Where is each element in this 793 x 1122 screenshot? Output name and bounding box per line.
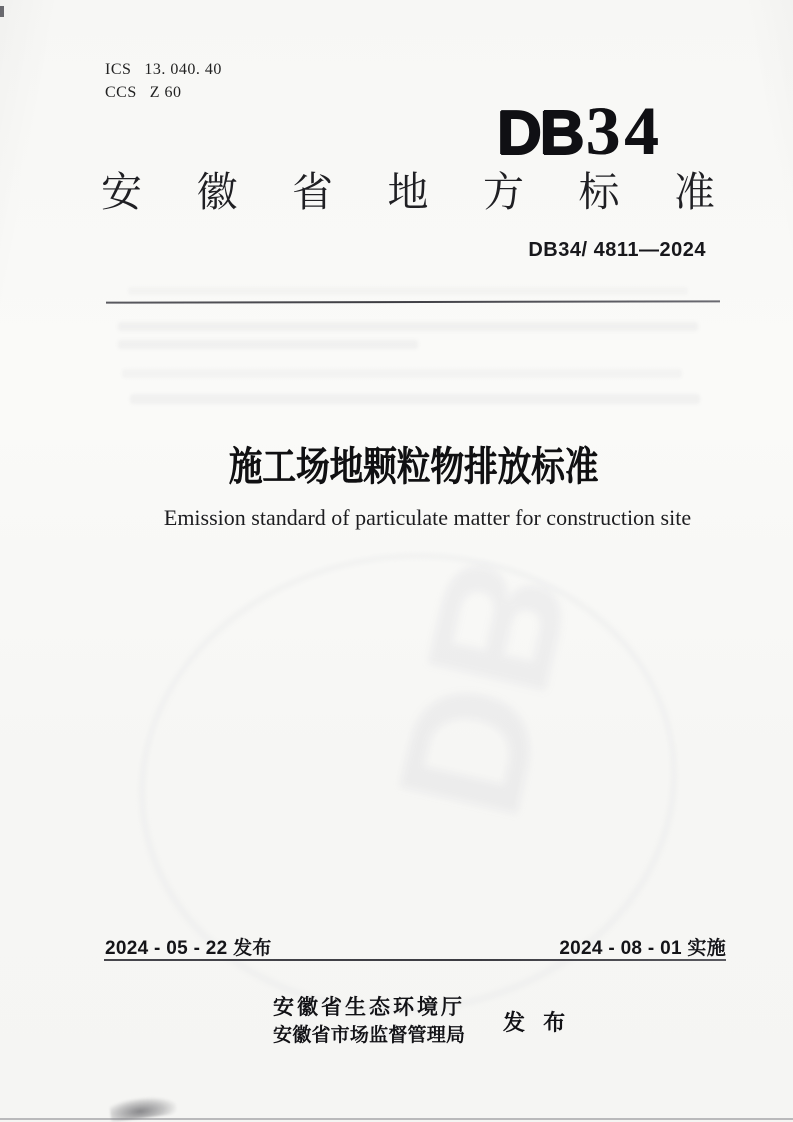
bleed-through-watermark: DB xyxy=(360,543,607,834)
db34-logo-number: 34 xyxy=(585,93,663,169)
publish-label: 发 布 xyxy=(503,1010,572,1035)
issue-date: 2024 - 05 - 22 发布 xyxy=(105,938,272,959)
bleed-through-artifact xyxy=(128,287,688,295)
bleed-through-artifact xyxy=(122,369,682,378)
bleed-through-artifact xyxy=(130,394,700,404)
document-title-en: Emission standard of particulate matter for construction site xyxy=(163,505,692,530)
publisher-names xyxy=(273,995,465,1048)
db34-logo-db-glyphs: DB xyxy=(497,99,583,168)
standard-code: DB34/ 4811—2024 xyxy=(528,239,706,261)
classification-codes xyxy=(105,58,222,104)
bottom-divider-line xyxy=(104,959,726,961)
ccs-code-row xyxy=(105,81,222,104)
top-divider-line xyxy=(106,300,720,303)
scan-corner-mark xyxy=(0,6,4,17)
publisher-market-regulation-bureau: 安徽省市场监督管理局 xyxy=(273,1025,465,1046)
ccs-value: Z 60 xyxy=(149,84,182,101)
ics-code-row xyxy=(105,58,222,81)
ics-label: ICS xyxy=(105,61,132,78)
bleed-through-artifact xyxy=(118,322,698,331)
publisher-block xyxy=(273,995,571,1048)
ics-value: 13. 040. 40 xyxy=(144,61,222,78)
bleed-through-artifact xyxy=(118,340,418,349)
implementation-date: 2024 - 08 - 01 实施 xyxy=(559,938,726,959)
bleed-through-seal-ring xyxy=(114,524,702,1042)
document-title-zh: 施工场地颗粒物排放标准 xyxy=(228,445,599,489)
db34-logo xyxy=(497,93,663,169)
standard-type-heading: 安徽省地方标准 xyxy=(101,169,715,215)
ccs-label: CCS xyxy=(105,84,137,101)
date-row xyxy=(105,933,726,960)
paper-bottom-edge xyxy=(0,1118,793,1120)
publisher-ecology-department: 安徽省生态环境厅 xyxy=(273,996,462,1019)
